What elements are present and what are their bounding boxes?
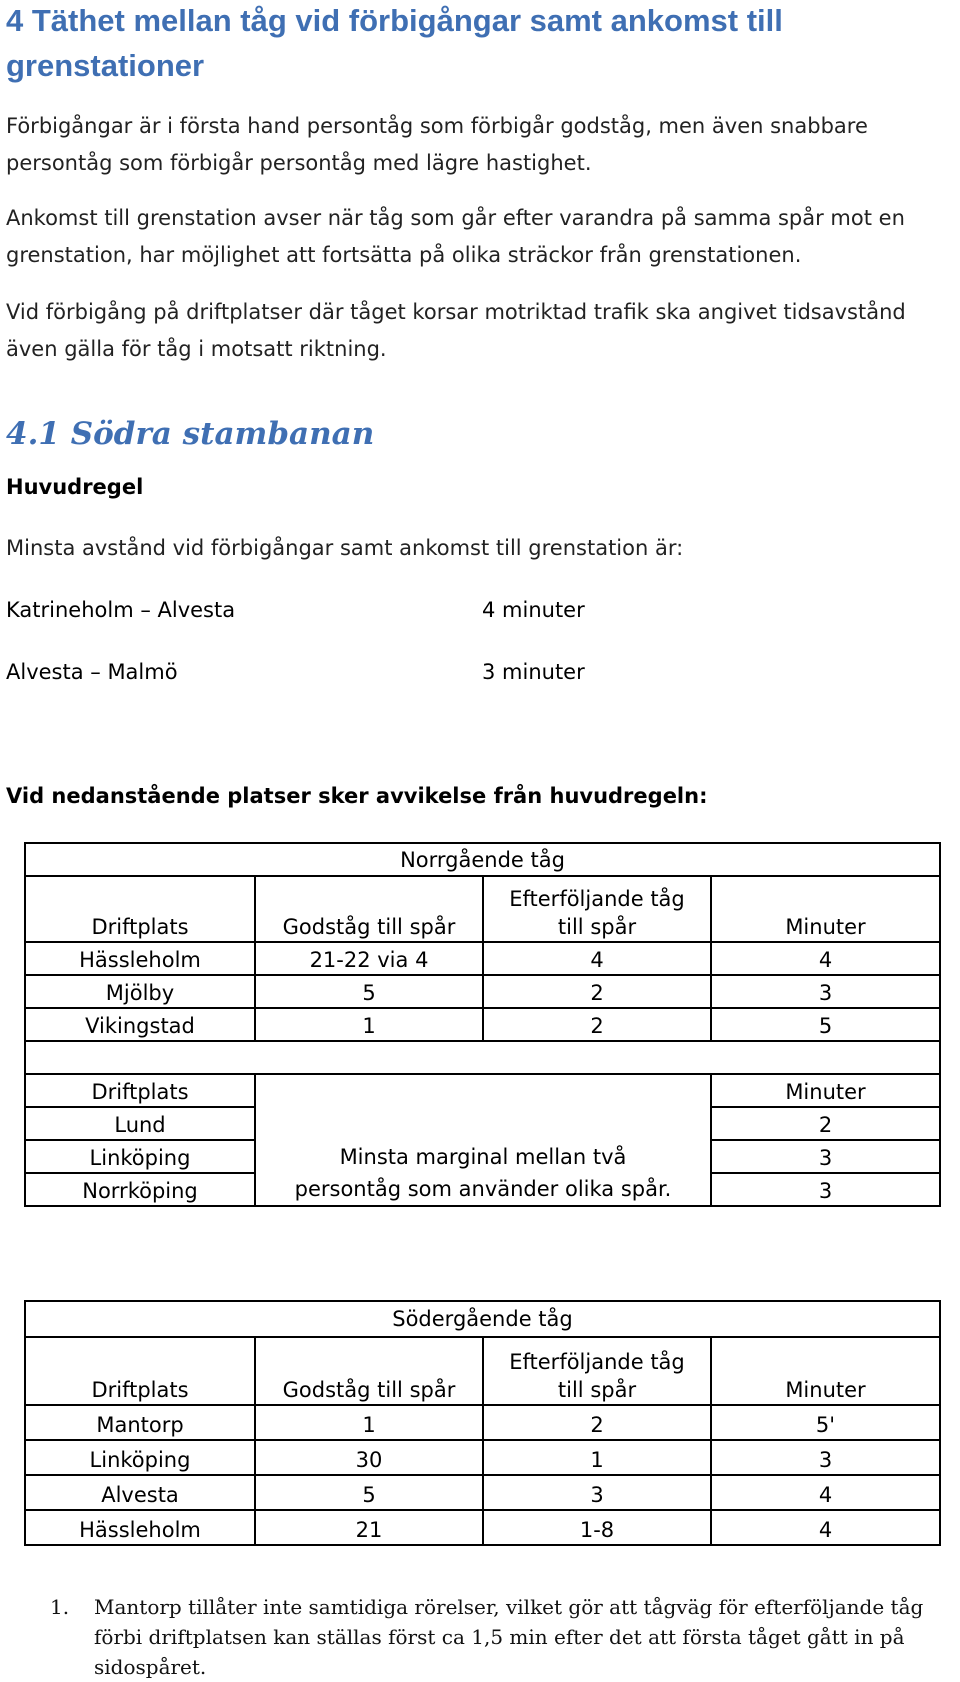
cell-minutes: 4 (711, 1475, 940, 1510)
cell-minutes: 3 (711, 975, 940, 1008)
table-row (25, 1510, 940, 1545)
cell-minutes: 3 (711, 1173, 940, 1206)
southbound-table (24, 1300, 941, 1546)
cell-freight-track: 1 (255, 1008, 483, 1041)
southbound-title: Södergående tåg (25, 1301, 940, 1337)
header-following-line1: Efterföljande tåg (509, 887, 685, 911)
cell-freight-track: 30 (255, 1440, 483, 1475)
header-driftplats: Driftplats (25, 1337, 255, 1405)
cell-following-track: 2 (483, 1008, 711, 1041)
header-following-line2: till spår (557, 915, 637, 939)
northbound-title: Norrgående tåg (25, 843, 940, 876)
header-minutes: Minuter (711, 876, 940, 942)
exceptions-label: Vid nedanstående platser sker avvikelse från huvudregeln: (6, 784, 708, 808)
cell-freight-track: 21 (255, 1510, 483, 1545)
paragraph-branch-station: Ankomst till grenstation avser när tåg som går efter varandra på samma spår mot en grenstation, har möjlighet att fortsätta på olika sträckor från grenstationen. (6, 206, 905, 267)
cell-minutes: 5 (711, 1008, 940, 1041)
cell-driftplats: Alvesta (25, 1475, 255, 1510)
cell-minutes: 3 (711, 1140, 940, 1173)
section-title: 4.1 Södra stambanan (6, 416, 375, 452)
cell-driftplats: Norrköping (25, 1173, 255, 1206)
cell-driftplats: Hässleholm (25, 942, 255, 975)
table-row (25, 1008, 940, 1041)
cell-driftplats: Hässleholm (25, 1510, 255, 1545)
main-rule-label: Huvudregel (6, 475, 144, 499)
margin-header-driftplats: Driftplats (25, 1074, 255, 1107)
rule-time-2: 3 minuter (482, 660, 585, 684)
spacer-row (25, 1041, 940, 1074)
cell-following-track: 1-8 (483, 1510, 711, 1545)
footnote-number: 1. (50, 1595, 70, 1619)
page-heading: 4 Täthet mellan tåg vid förbigångar samt ankomst till grenstationer (6, 3, 783, 83)
cell-driftplats: Vikingstad (25, 1008, 255, 1041)
table-row (25, 1475, 940, 1510)
margin-note (255, 1074, 711, 1206)
cell-following-track: 2 (483, 1405, 711, 1440)
cell-driftplats: Mjölby (25, 975, 255, 1008)
header-following-train (483, 1337, 711, 1405)
cell-minutes: 2 (711, 1107, 940, 1140)
cell-minutes: 4 (711, 1510, 940, 1545)
margin-note-line2: persontåg som använder olika spår. (294, 1177, 672, 1201)
table-row (25, 1440, 940, 1475)
table-row (25, 1405, 940, 1440)
rule-stretch-1: Katrineholm – Alvesta (6, 598, 236, 622)
main-rule-intro: Minsta avstånd vid förbigångar samt ankomst till grenstation är: (6, 536, 684, 560)
header-driftplats: Driftplats (25, 876, 255, 942)
cell-freight-track: 5 (255, 975, 483, 1008)
cell-minutes: 5' (711, 1405, 940, 1440)
rule-time-1: 4 minuter (482, 598, 585, 622)
rule-stretch-2: Alvesta – Malmö (6, 660, 178, 684)
margin-header-minutes: Minuter (711, 1074, 940, 1107)
cell-driftplats: Lund (25, 1107, 255, 1140)
cell-freight-track: 1 (255, 1405, 483, 1440)
paragraph-opposite-direction: Vid förbigång på driftplatser där tåget korsar motriktad trafik ska angivet tidsavstånd även gälla för tåg i motsatt riktning. (6, 300, 906, 361)
cell-following-track: 3 (483, 1475, 711, 1510)
paragraph-overtaking: Förbigångar är i första hand persontåg som förbigår godståg, men även snabbare persontåg som förbigår persontåg med lägre hastighet. (6, 114, 868, 175)
table-row (25, 942, 940, 975)
cell-driftplats: Linköping (25, 1440, 255, 1475)
cell-minutes: 3 (711, 1440, 940, 1475)
header-following-line2: till spår (557, 1378, 637, 1402)
table-row (25, 975, 940, 1008)
cell-freight-track: 21-22 via 4 (255, 942, 483, 975)
header-freight-track: Godståg till spår (255, 876, 483, 942)
cell-freight-track: 5 (255, 1475, 483, 1510)
northbound-table (24, 842, 941, 1207)
cell-minutes: 4 (711, 942, 940, 975)
cell-following-track: 1 (483, 1440, 711, 1475)
cell-driftplats: Mantorp (25, 1405, 255, 1440)
cell-following-track: 2 (483, 975, 711, 1008)
footnote-text: Mantorp tillåter inte samtidiga rörelser, vilket gör att tågväg för efterföljande tåg förbi driftplatsen kan ställas först ca 1,5 min efter det att första tåget gått in på sidospåret. (94, 1595, 924, 1679)
header-following-line1: Efterföljande tåg (509, 1350, 685, 1374)
cell-driftplats: Linköping (25, 1140, 255, 1173)
margin-note-line1: Minsta marginal mellan två (339, 1145, 627, 1169)
header-freight-track: Godståg till spår (255, 1337, 483, 1405)
cell-following-track: 4 (483, 942, 711, 975)
header-following-train (483, 876, 711, 942)
header-minutes: Minuter (711, 1337, 940, 1405)
